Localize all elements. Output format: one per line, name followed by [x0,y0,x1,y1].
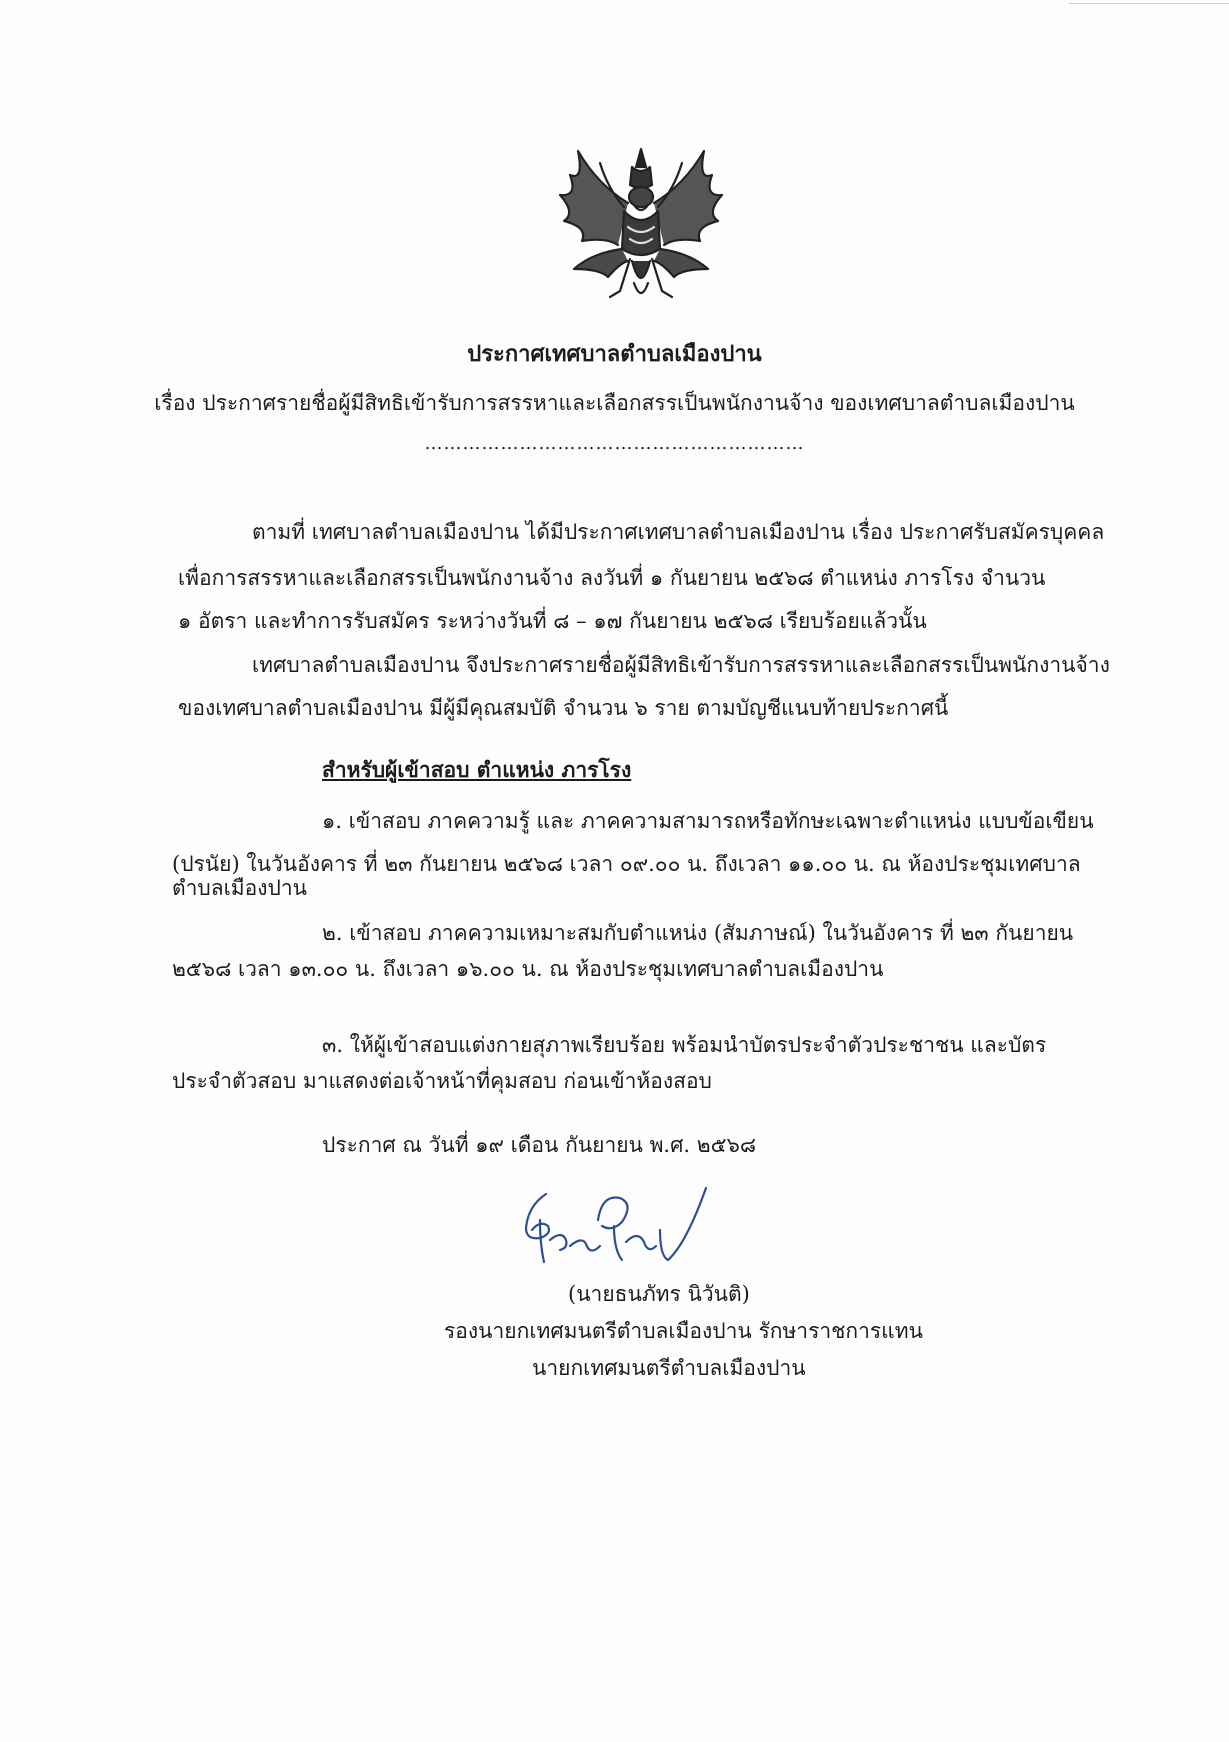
separator-dots: …………………………………………………… [424,433,805,454]
item-1-line-2: (ปรนัย) ในวันอังคาร ที่ ๒๓ กันยายน ๒๕๖๘ เวลา ๐๙.๐๐ น. ถึงเวลา ๑๑.๐๐ น. ณ ห้องประชุมเทศบาล [172,852,1081,876]
garuda-emblem-icon [548,145,734,305]
announcement-subject: เรื่อง ประกาศรายชื่อผู้มีสิทธิเข้ารับการสรรหาและเลือกสรรเป็นพนักงานจ้าง ของเทศบาลตำบลเมืองปาน [154,391,1075,415]
item-2-line-1: ๒. เข้าสอบ ภาคความเหมาะสมกับตำแหน่ง (สัมภาษณ์) ในวันอังคาร ที่ ๒๓ กันยายน [322,921,1074,945]
item-2-line-2: ๒๕๖๘ เวลา ๑๓.๐๐ น. ถึงเวลา ๑๖.๐๐ น. ณ ห้องประชุมเทศบาลตำบลเมืองปาน [172,957,884,981]
paragraph-2-line-1: เทศบาลตำบลเมืองปาน จึงประกาศรายชื่อผู้มีสิทธิเข้ารับการสรรหาและเลือกสรรเป็นพนักงานจ้าง [252,653,1110,677]
paragraph-1-line-1: ตามที่ เทศบาลตำบลเมืองปาน ได้มีประกาศเทศบาลตำบลเมืองปาน เรื่อง ประกาศรับสมัครบุคคล [252,520,1105,544]
item-3-line-1: ๓. ให้ผู้เข้าสอบแต่งกายสุภาพเรียบร้อย พร้อมนำบัตรประจำตัวประชาชน และบัตร [322,1033,1047,1057]
scan-edge-line [1069,0,1229,4]
announcement-date: ประกาศ ณ วันที่ ๑๙ เดือน กันยายน พ.ศ. ๒๕๖๘ [322,1133,757,1157]
item-1-line-3: ตำบลเมืองปาน [172,876,307,900]
announcement-title: ประกาศเทศบาลตำบลเมืองปาน [467,341,762,367]
section-heading: สำหรับผู้เข้าสอบ ตำแหน่ง ภารโรง [322,757,632,782]
signer-position-line-2: นายกเทศมนตรีตำบลเมืองปาน [532,1356,806,1380]
paragraph-1-line-2: เพื่อการสรรหาและเลือกสรรเป็นพนักงานจ้าง ลงวันที่ ๑ กันยายน ๒๕๖๘ ตำแหน่ง ภารโรง จำนวน [178,566,1046,590]
signer-name: (นายธนภัทร นิวันติ) [568,1282,750,1306]
item-3-line-2: ประจำตัวสอบ มาแสดงต่อเจ้าหน้าที่คุมสอบ ก่อนเข้าห้องสอบ [172,1069,712,1093]
signer-position-line-1: รองนายกเทศมนตรีตำบลเมืองปาน รักษาราชการแทน [444,1319,923,1343]
handwritten-signature [510,1180,720,1275]
item-1-line-1: ๑. เข้าสอบ ภาคความรู้ และ ภาคความสามารถหรือทักษะเฉพาะตำแหน่ง แบบข้อเขียน [322,809,1094,833]
paragraph-1-line-3: ๑ อัตรา และทำการรับสมัคร ระหว่างวันที่ ๘ – ๑๗ กันยายน ๒๕๖๘ เรียบร้อยแล้วนั้น [178,609,927,633]
paragraph-2-line-2: ของเทศบาลตำบลเมืองปาน มีผู้มีคุณสมบัติ จำนวน ๖ ราย ตามบัญชีแนบท้ายประกาศนี้ [178,696,949,720]
